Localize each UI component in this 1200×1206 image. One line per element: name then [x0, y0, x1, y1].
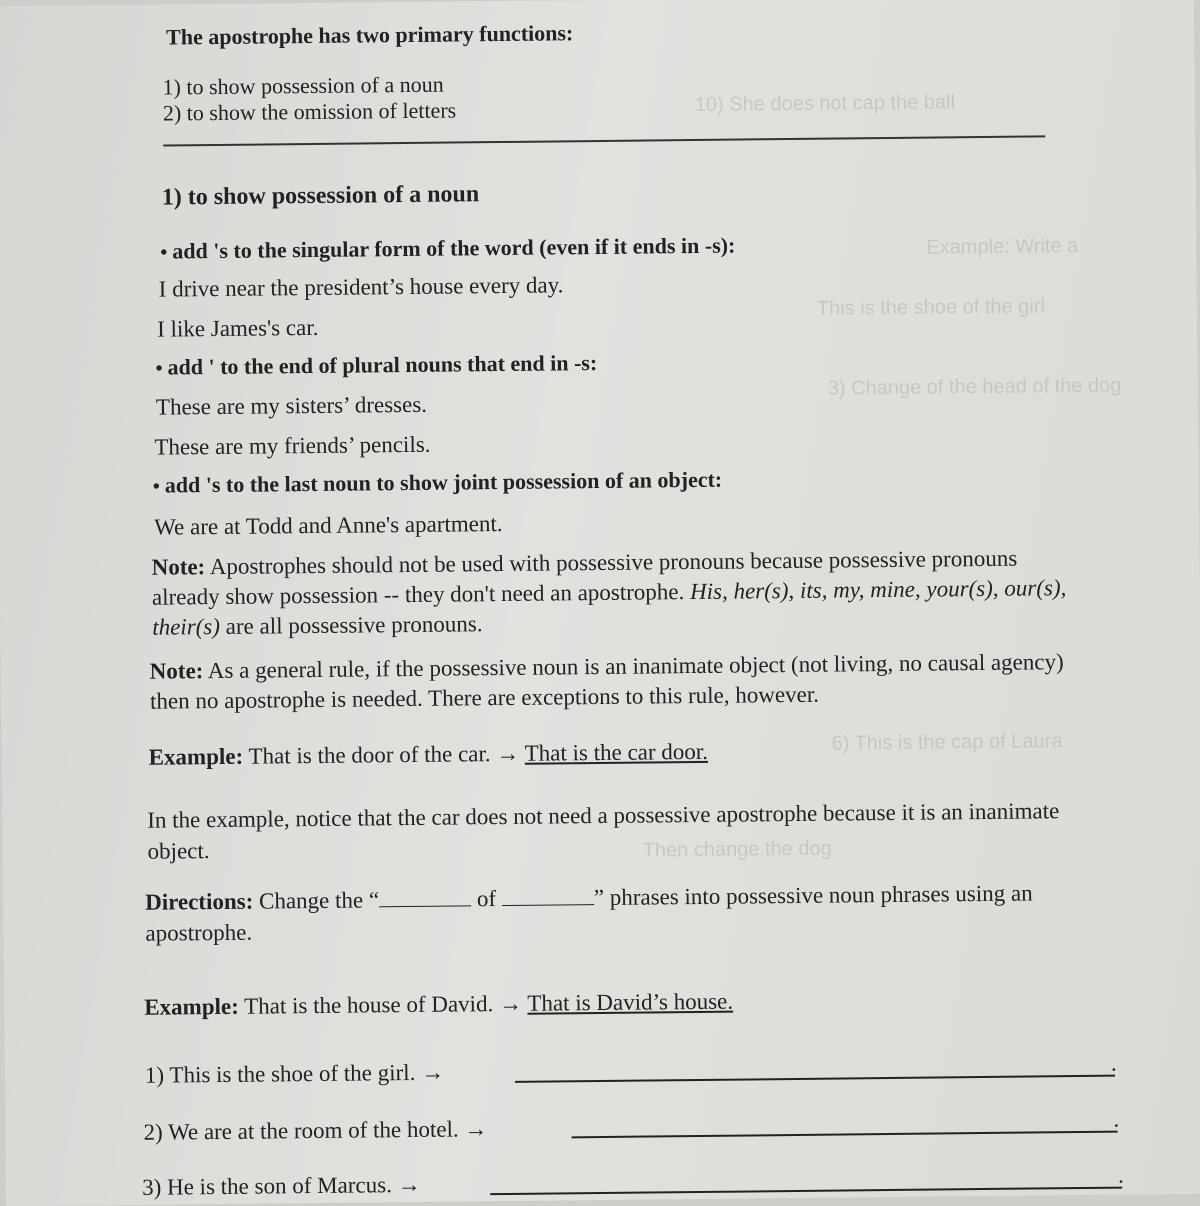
bleed-through-text: Then change the dog — [642, 837, 832, 862]
section-heading: 1) to show possession of a noun — [161, 181, 480, 211]
bleed-through-text: 3) Change of the head of the dog — [827, 374, 1122, 400]
function-1: 1) to show possession of a noun — [162, 71, 444, 100]
note-possessive-pronouns: Note: Apostrophes should not be used with possessive pronouns because possessive pronouns already show possession -- they don't need an apostrophe. His, her(s), its, my, mine, your(s), our(s), their(s) are all possessive pronouns. — [151, 545, 1067, 640]
rule-2: • add ' to the end of plural nouns that end in -s: — [155, 350, 598, 380]
directions: Directions: Change the “ of ” phrases into possessive noun phrases using an apostrophe. — [145, 880, 1033, 946]
answer-period: . — [1113, 1106, 1120, 1132]
bullet-icon: • — [160, 241, 173, 264]
divider — [163, 135, 1045, 146]
bleed-through-text: Example: Write a — [926, 234, 1079, 259]
answer-line-3[interactable] — [490, 1187, 1122, 1195]
note-inanimate: Note: As a general rule, if the possessive noun is an inanimate object (not living, no causal agency) then no apostrophe is needed. There are exceptions to this rule, however. — [149, 649, 1064, 714]
rule-2-example-2: These are my friends’ pencils. — [154, 431, 431, 460]
rule-1-example-1: I drive near the president’s house every day. — [158, 272, 564, 302]
exercise-2: 2) We are at the room of the hotel. → — [143, 1116, 488, 1145]
bleed-through-text: 10) She does not cap the ball — [694, 91, 956, 116]
rule-2-example-1: These are my sisters’ dresses. — [155, 391, 428, 420]
example-2-answer: That is David’s house. — [527, 988, 734, 1016]
function-2: 2) to show the omission of letters — [162, 97, 457, 126]
arrow-right-icon: → — [498, 990, 523, 1017]
example-1-answer: That is the car door. — [524, 738, 709, 766]
blank-line — [502, 886, 594, 906]
example-1: Example: That is the door of the car. → That is the car door. — [148, 738, 709, 770]
answer-period: . — [1110, 1050, 1117, 1076]
rule-1-example-2: I like James's car. — [157, 314, 319, 342]
explanation: In the example, notice that the car does not need a possessive apostrophe because it is an inanimate object. — [147, 798, 1060, 864]
bullet-icon: • — [152, 475, 165, 498]
answer-line-1[interactable] — [515, 1075, 1115, 1083]
bleed-through-text: This is the shoe of the girl — [816, 295, 1045, 320]
rule-1: • add 's to the singular form of the word (even if it ends in -s): — [160, 232, 736, 264]
intro-title: The apostrophe has two primary functions: — [165, 20, 574, 50]
rule-3-example-1: We are at Todd and Anne's apartment. — [154, 511, 503, 540]
arrow-right-icon: → — [496, 740, 520, 767]
rule-3: • add 's to the last noun to show joint possession of an object: — [152, 466, 723, 498]
exercise-1: 1) This is the shoe of the girl. → — [144, 1059, 445, 1088]
blank-line — [379, 887, 471, 907]
arrow-right-icon: → — [464, 1116, 488, 1142]
answer-line-2[interactable] — [572, 1131, 1118, 1138]
arrow-right-icon: → — [397, 1171, 421, 1198]
bleed-through-text: 6) This is the cap of Laura — [831, 730, 1063, 755]
exercise-3: 3) He is the son of Marcus. → — [141, 1171, 421, 1200]
example-2: Example: That is the house of David. → That is David’s house. — [144, 988, 734, 1020]
answer-period: . — [1117, 1162, 1124, 1188]
bullet-icon: • — [155, 357, 168, 380]
arrow-right-icon: → — [420, 1059, 445, 1085]
